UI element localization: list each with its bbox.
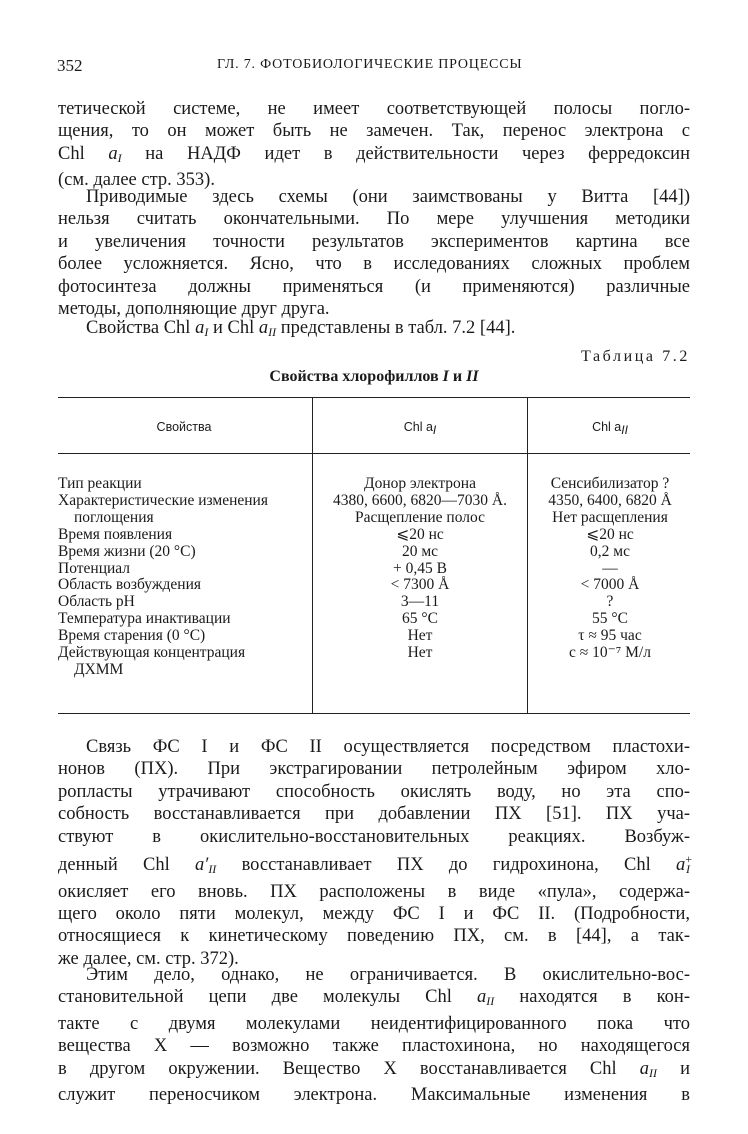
text-line: щения, то он может быть не замечен. Так, перенос электрона с — [58, 121, 690, 142]
text-line: методы, дополняющие друг друга. — [58, 299, 330, 320]
paragraph-4 — [58, 736, 693, 970]
text-line: же далее, см. стр. 372). — [58, 948, 239, 969]
text-line: в другом окружении. Вещество X восстанавливается Chl $a_{II}$ и — [58, 1058, 690, 1080]
text-line: Свойства Chl $a_I$ и Chl $a_{II}$ представлены в табл. 7.2 [44]. — [86, 318, 516, 339]
table-cell-chl-a2: — — [602, 559, 618, 577]
table-cell-chl-a2: τ ≈ 95 час — [578, 627, 642, 645]
column-header-chl-a1: Chl aI — [403, 420, 437, 437]
text-line: и увеличения точности результатов экспериментов картина все — [58, 231, 690, 252]
text-line: денный Chl $a'_{II}$ восстанавливает ПХ до гидрохинона, Chl $a^+_I$ — [58, 852, 693, 877]
table-cell-property: ДХММ — [74, 660, 124, 678]
text-line: вещества X — возможно также пластохинона, но находящегося — [58, 1036, 690, 1057]
text-line: окисляет его вновь. ПХ расположены в виде «пула», содержа- — [58, 881, 690, 902]
text-line: (см. далее стр. 353). — [58, 170, 215, 191]
table-cell-chl-a1: Нет — [407, 627, 433, 645]
table-cell-chl-a1: Донор электрона — [364, 475, 476, 492]
table-cell-chl-a1: 3—11 — [400, 593, 440, 611]
paragraph-1 — [58, 98, 690, 192]
table-cell-chl-a2: 55 °С — [592, 610, 628, 628]
table-cell-chl-a2: 0,2 мс — [590, 542, 630, 560]
running-title: ГЛ. 7. ФОТОБИОЛОГИЧЕСКИЕ ПРОЦЕССЫ — [217, 57, 523, 72]
table-cell-chl-a1: 20 мс — [401, 542, 439, 560]
table-cell-chl-a1: ⩽20 нс — [396, 525, 444, 543]
table-cell-chl-a2: ? — [606, 593, 614, 611]
text-line: ропласты утрачивают способность окислять воду, но эта спо- — [58, 781, 690, 802]
text-line: Приводимые здесь схемы (они заимствованы у Витта [44]) — [86, 187, 690, 207]
text-line: ствуют в окислительно-восстановительных реакциях. Возбуж- — [58, 826, 690, 847]
text-line: Этим дело, однако, не ограничивается. В окислительно-вос- — [86, 965, 690, 985]
table-cell-property: Время жизни (20 °С) — [58, 542, 196, 560]
table-cell-property: Время старения (0 °С) — [58, 627, 206, 645]
text-line: нельзя считать окончательными. По мере улучшения методики — [58, 209, 690, 230]
table-label: Таблица 7.2 — [580, 348, 690, 365]
text-line: Chl $a_I$ на НАДФ идет в действительности через ферредоксин — [58, 143, 690, 165]
text-line: тетической системе, не имеет соответствующей полосы погло- — [58, 99, 690, 119]
header-divider — [58, 453, 690, 454]
table-cell-chl-a2: c ≈ 10⁻⁷ М/л — [569, 644, 651, 661]
table-cell-chl-a1: 65 °С — [402, 610, 438, 628]
table-cell-chl-a1: Расщепление полос — [354, 508, 486, 526]
table-cell-property: Характеристические изменения — [58, 491, 268, 509]
text-line: относящиеся к кинетическому поведению ПХ, см. в [44], а так- — [58, 926, 690, 947]
text-line: такте с двумя молекулами неидентифицированного пока что — [58, 1013, 690, 1034]
text-line: фотосинтеза должны применяться (и применяются) различные — [58, 276, 690, 297]
table-cell-property: Область возбуждения — [58, 576, 202, 594]
column-header-chl-a2: Chl aII — [592, 420, 628, 437]
table-cell-chl-a1: + 0,45 В — [393, 559, 447, 577]
table-cell-chl-a2: < 7000 Å — [580, 576, 640, 594]
table-cell-property: Область pH — [58, 593, 135, 611]
table-cell-property: Действующая концентрация — [58, 644, 246, 661]
table-cell-chl-a1: < 7300 Å — [390, 576, 450, 594]
paragraph-2 — [58, 186, 690, 320]
text-line: Связь ФС I и ФС II осуществляется посредством пластохи- — [86, 737, 690, 757]
table-cell-chl-a2: Сенсибилизатор ? — [550, 475, 670, 492]
text-line: становительной цепи две молекулы Chl $a_{II}$ находятся в кон- — [58, 987, 690, 1009]
table-cell-chl-a2: Нет расщепления — [552, 508, 668, 526]
table-cell-chl-a2: 4350, 6400, 6820 Å — [548, 491, 672, 509]
text-line: более усложняется. Ясно, что в исследованиях сложных проблем — [58, 254, 690, 275]
column-header-properties: Свойства — [156, 420, 212, 434]
table-cell-chl-a1: 4380, 6600, 6820—7030 Å. — [333, 491, 507, 509]
text-line: щего около пяти молекул, между ФС I и ФС II. (Подробности, — [58, 904, 690, 924]
paragraph-3 — [58, 317, 690, 343]
text-line: нонов (ПХ). При экстрагировании петролейным эфиром хло- — [58, 759, 690, 780]
column-divider — [527, 398, 528, 713]
table-cell-property: Время появления — [58, 525, 173, 543]
page-header — [57, 56, 689, 80]
table-cell-property: Тип реакции — [58, 475, 142, 492]
table-cell-chl-a1: Нет — [407, 644, 433, 661]
properties-table — [58, 397, 690, 714]
table-cell-chl-a2: ⩽20 нс — [586, 525, 634, 543]
table-cell-property: Потенциал — [58, 559, 131, 577]
table-caption: Свойства хлорофиллов I и II — [269, 368, 479, 385]
text-line: собность восстанавливается при добавлении ПХ [51]. ПХ уча- — [58, 804, 690, 825]
page-number: 352 — [57, 56, 83, 75]
table-cell-property: Температура инактивации — [58, 610, 231, 628]
table-cell-property: поглощения — [74, 508, 154, 526]
paragraph-5 — [58, 964, 690, 1106]
text-line: служит переносчиком электрона. Максимальные изменения в — [58, 1085, 690, 1106]
